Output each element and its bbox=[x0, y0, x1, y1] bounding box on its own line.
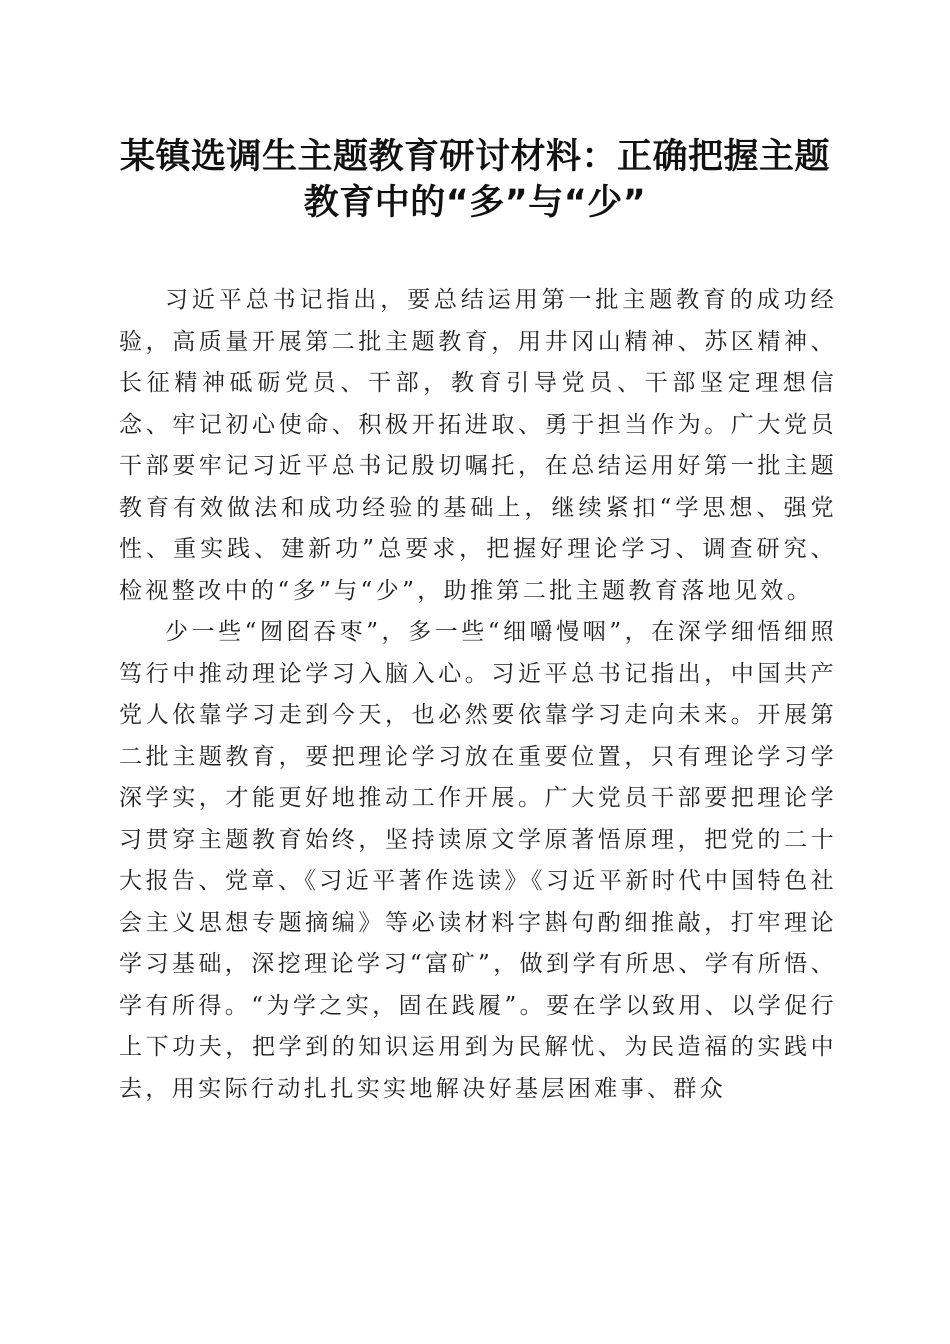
title-line-1: 某镇选调生主题教育研讨材料：正确把握主题 bbox=[119, 137, 830, 177]
document-body bbox=[119, 280, 837, 1110]
title-line-2: 教育中的“多”与“少” bbox=[303, 183, 647, 223]
document-title bbox=[110, 134, 840, 226]
paragraph-1: 习近平总书记指出，要总结运用第一批主题教育的成功经验，高质量开展第二批主题教育，用井冈山精神、苏区精神、长征精神砥砺党员、干部，教育引导党员、干部坚定理想信念、牢记初心使命、积极开拓进取、勇于担当作为。广大党员干部要牢记习近平总书记殷切嘱托，在总结运用好第一批主题教育有效做法和成功经验的基础上，继续紧扣“学思想、强党性、重实践、建新功”总要求，把握好理论学习、调查研究、检视整改中的“多”与“少”，助推第二批主题教育落地见效。 bbox=[119, 287, 837, 604]
paragraph-2: 少一些“囫囵吞枣”，多一些“细嚼慢咽”，在深学细悟细照笃行中推动理论学习入脑入心。习近平总书记指出，中国共产党人依靠学习走到今天，也必然要依靠学习走向未来。开展第二批主题教育，要把理论学习放在重要位置，只有理论学习学深学实，才能更好地推动工作开展。广大党员干部要把理论学习贯穿主题教育始终，坚持读原文学原著悟原理，把党的二十大报告、党章、《习近平著作选读》《习近平新时代中国特色社会主义思想专题摘编》等必读材料字斟句酌细推敲，打牢理论学习基础，深挖理论学习“富矿”，做到学有所思、学有所悟、学有所得。“为学之实，固在践履”。要在学以致用、以学促行上下功夫，把学到的知识运用到为民解忧、为民造福的实践中去，用实际行动扎扎实实地解决好基层困难事、群众 bbox=[119, 619, 837, 1102]
